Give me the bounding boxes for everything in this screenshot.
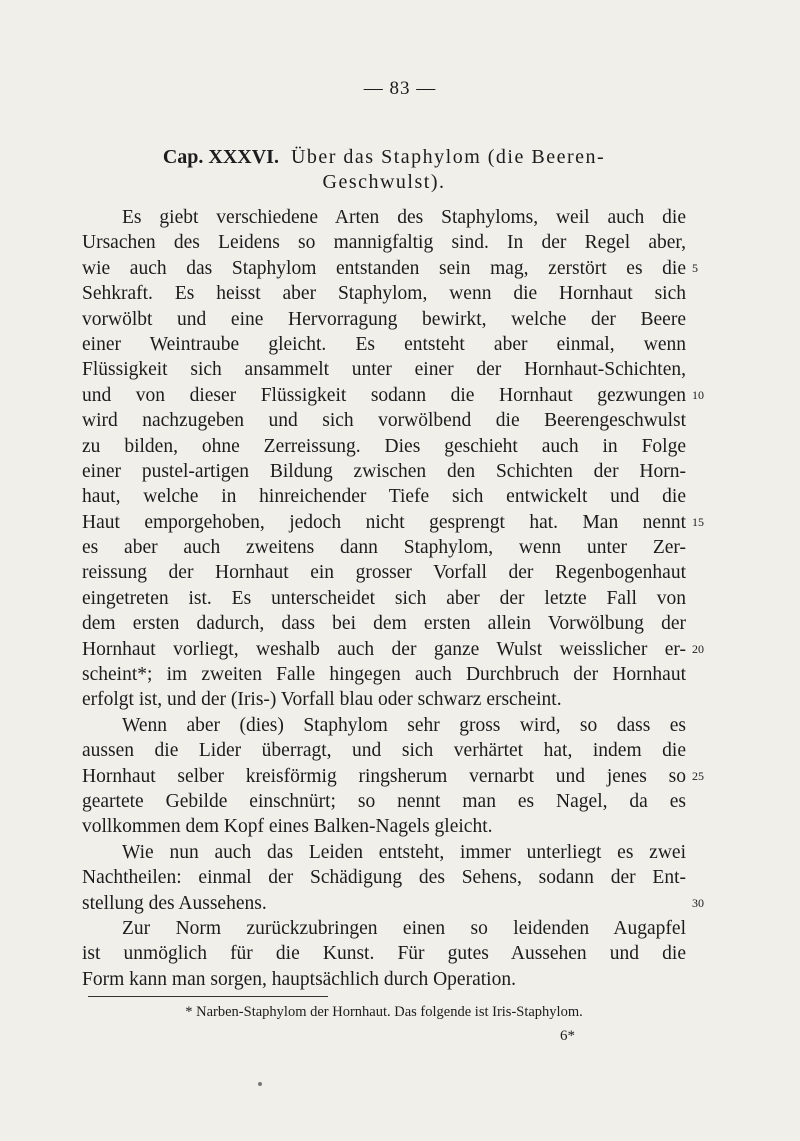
text-line: zu bilden, ohne Zerreissung. Dies geschieht auch in Folge: [82, 435, 686, 457]
text-line: einer pustel-artigen Bildung zwischen den Schichten der Horn-: [82, 460, 686, 482]
chapter-title-line-2: Geschwulst).: [322, 171, 446, 193]
text-line: geartete Gebilde einschnürt; so nennt man es Nagel, da es: [82, 790, 686, 812]
text-line: einer Weintraube gleicht. Es entsteht aber einmal, wenn: [82, 333, 686, 355]
text-line: dem ersten dadurch, dass bei dem ersten allein Vorwölbung der: [82, 613, 686, 635]
line-number: 15: [692, 514, 704, 529]
text-line: Hornhaut vorliegt, weshalb auch der ganze Wulst weisslicher er-: [82, 638, 686, 660]
text-line: ist unmöglich für die Kunst. Für gutes Aussehen und die: [82, 943, 686, 965]
line-number: 10: [692, 387, 704, 402]
text-line: haut, welche in hinreichender Tiefe sich entwickelt und die: [82, 486, 686, 508]
text-line: Ursachen des Leidens so mannigfaltig sind. In der Regel aber,: [82, 232, 686, 254]
line-number: 5: [692, 260, 698, 275]
text-line: scheint*; im zweiten Falle hingegen auch Durchbruch der Hornhaut: [82, 664, 686, 686]
text-line: Zur Norm zurückzubringen einen so leidenden Augapfel: [122, 917, 686, 939]
footnote-divider: [88, 996, 328, 997]
text-line: erfolgt ist, und der (Iris-) Vorfall blau oder schwarz erscheint.: [82, 689, 562, 711]
line-number: 25: [692, 768, 704, 783]
chapter-heading: [82, 145, 686, 195]
chapter-title-line-1: Über das Staphylom (die Beeren-: [290, 146, 606, 168]
text-line: vorwölbt und eine Hervorragung bewirkt, welche der Beere: [82, 308, 686, 330]
text-line: Sehkraft. Es heisst aber Staphylom, wenn die Hornhaut sich: [82, 283, 686, 305]
text-line: Wenn aber (dies) Staphylom sehr gross wird, so dass es: [122, 714, 686, 736]
signature-mark: 6*: [560, 1028, 575, 1044]
line-number-margin: [692, 205, 722, 916]
page-number: — 83 —: [363, 78, 437, 99]
text-line: Haut emporgehoben, jedoch nicht gesprengt hat. Man nennt: [82, 511, 686, 533]
text-line: eingetreten ist. Es unterscheidet sich aber der letzte Fall von: [82, 587, 686, 609]
footnote: * Narben-Staphylom der Hornhaut. Das folgende ist Iris-Staphylom.: [185, 1004, 583, 1020]
text-line: Form kann man sorgen, hauptsächlich durch Operation.: [82, 968, 516, 990]
text-line: stellung des Aussehens.: [82, 892, 267, 914]
text-line: wie auch das Staphylom entstanden sein mag, zerstört es die: [82, 257, 686, 279]
text-line: Hornhaut selber kreisförmig ringsherum vernarbt und jenes so: [82, 765, 686, 787]
text-line: es aber auch zweitens dann Staphylom, wenn unter Zer-: [82, 537, 686, 559]
text-line: Flüssigkeit sich ansammelt unter einer der Hornhaut-Schichten,: [82, 359, 686, 381]
body-text: [82, 205, 686, 992]
text-line: vollkommen dem Kopf eines Balken-Nagels gleicht.: [82, 816, 493, 838]
text-line: Es giebt verschiedene Arten des Staphyloms, weil auch die: [122, 207, 686, 228]
text-line: reissung der Hornhaut ein grosser Vorfall der Regenbogenhaut: [82, 562, 686, 584]
text-line: Wie nun auch das Leiden entsteht, immer unterliegt es zwei: [122, 841, 686, 863]
line-number: 30: [692, 895, 704, 910]
text-line: und von dieser Flüssigkeit sodann die Hornhaut gezwungen: [82, 384, 686, 406]
paper-speck: [258, 1082, 262, 1086]
text-line: wird nachzugeben und sich vorwölbend die Beerengeschwulst: [82, 410, 686, 432]
text-line: aussen die Lider überragt, und sich verhärtet hat, indem die: [82, 740, 686, 762]
text-line: Nachtheilen: einmal der Schädigung des Sehens, sodann der Ent-: [82, 867, 686, 889]
chapter-number: Cap. XXXVI.: [162, 146, 279, 168]
line-number: 20: [692, 641, 704, 656]
